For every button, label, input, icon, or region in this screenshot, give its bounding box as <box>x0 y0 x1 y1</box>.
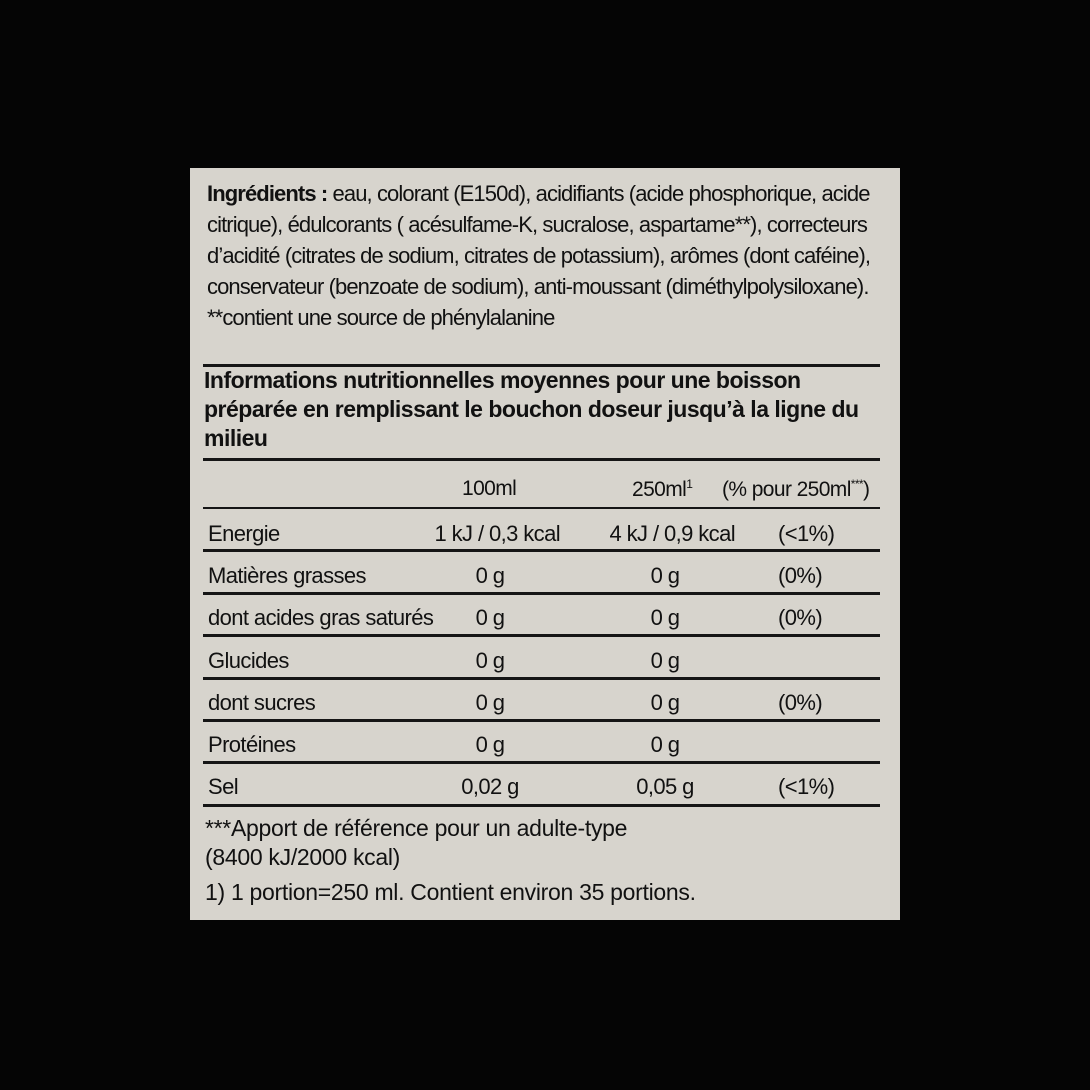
table-row <box>190 767 900 807</box>
row-value-100ml: 0 g <box>475 563 505 588</box>
row-label: Sel <box>208 774 238 799</box>
nutrition-title: Informations nutritionnelles moyennes pour une boisson préparée en remplissant le bouchon doseur jusqu’à la ligne du milieu <box>204 367 859 451</box>
row-label: Matières grasses <box>208 563 366 588</box>
row-value-100ml: 0 g <box>475 690 505 715</box>
row-value-250ml: 0 g <box>650 732 680 757</box>
table-row <box>190 598 900 638</box>
row-value-pct: (0%) <box>778 605 823 630</box>
row-label: Protéines <box>208 732 296 757</box>
row-label: Glucides <box>208 648 289 673</box>
divider <box>203 458 880 461</box>
divider <box>203 507 880 509</box>
header-100ml: 100ml <box>462 477 517 500</box>
header-250ml-text: 250ml <box>632 478 687 501</box>
header-250ml <box>632 477 692 502</box>
reference-intake-values: (8400 kJ/2000 kcal) <box>205 844 401 870</box>
ingredients-block <box>207 178 897 333</box>
row-value-250ml: 0 g <box>650 563 680 588</box>
portion-note: 1) 1 portion=250 ml. Contient environ 35 portions. <box>205 879 696 905</box>
row-value-100ml: 0 g <box>475 648 505 673</box>
row-value-100ml: 0 g <box>475 732 505 757</box>
table-row <box>190 556 900 596</box>
table-row <box>190 514 900 554</box>
ingredients-text: eau, colorant (E150d), acidifiants (acide phosphorique, acide citrique), édulcorants ( acésulfame-K, sucralose, aspartame**), correcteurs d’acidité (citrates de sodium, citrates de potassium), arômes (dont caféine), conservateur (benzoate de sodium), anti-moussant (diméthylpolysiloxane). <box>207 181 871 299</box>
nutrition-label-panel <box>190 168 900 920</box>
table-row <box>190 641 900 681</box>
row-value-pct: (<1%) <box>778 521 835 546</box>
row-label: dont sucres <box>208 690 316 715</box>
row-value-250ml: 0,05 g <box>636 774 694 799</box>
reference-intake-note: ***Apport de référence pour un adulte-type <box>205 815 628 841</box>
row-value-250ml: 4 kJ / 0,9 kcal <box>609 521 735 546</box>
table-row <box>190 683 900 723</box>
divider <box>203 634 880 637</box>
row-value-100ml: 0 g <box>475 605 505 630</box>
table-row <box>190 725 900 765</box>
row-value-250ml: 0 g <box>650 648 680 673</box>
row-value-250ml: 0 g <box>650 690 680 715</box>
divider <box>203 761 880 764</box>
ingredients-label: Ingrédients : <box>207 181 328 206</box>
header-pct <box>722 477 869 502</box>
header-pct-sup: *** <box>850 477 863 491</box>
divider <box>203 677 880 680</box>
row-value-250ml: 0 g <box>650 605 680 630</box>
row-label: Energie <box>208 521 280 546</box>
row-label: dont acides gras saturés <box>208 605 434 630</box>
divider <box>203 549 880 552</box>
header-250ml-sup: 1 <box>686 477 693 491</box>
row-value-pct: (0%) <box>778 563 823 588</box>
divider <box>203 719 880 722</box>
header-pct-close: ) <box>862 478 870 501</box>
row-value-100ml: 1 kJ / 0,3 kcal <box>434 521 560 546</box>
divider <box>203 592 880 595</box>
row-value-pct: (0%) <box>778 690 823 715</box>
row-value-100ml: 0,02 g <box>461 774 519 799</box>
header-pct-text: (% pour 250ml <box>722 478 851 501</box>
divider <box>203 804 880 807</box>
row-value-pct: (<1%) <box>778 774 835 799</box>
phenylalanine-footnote: **contient une source de phénylalanine <box>207 305 555 330</box>
